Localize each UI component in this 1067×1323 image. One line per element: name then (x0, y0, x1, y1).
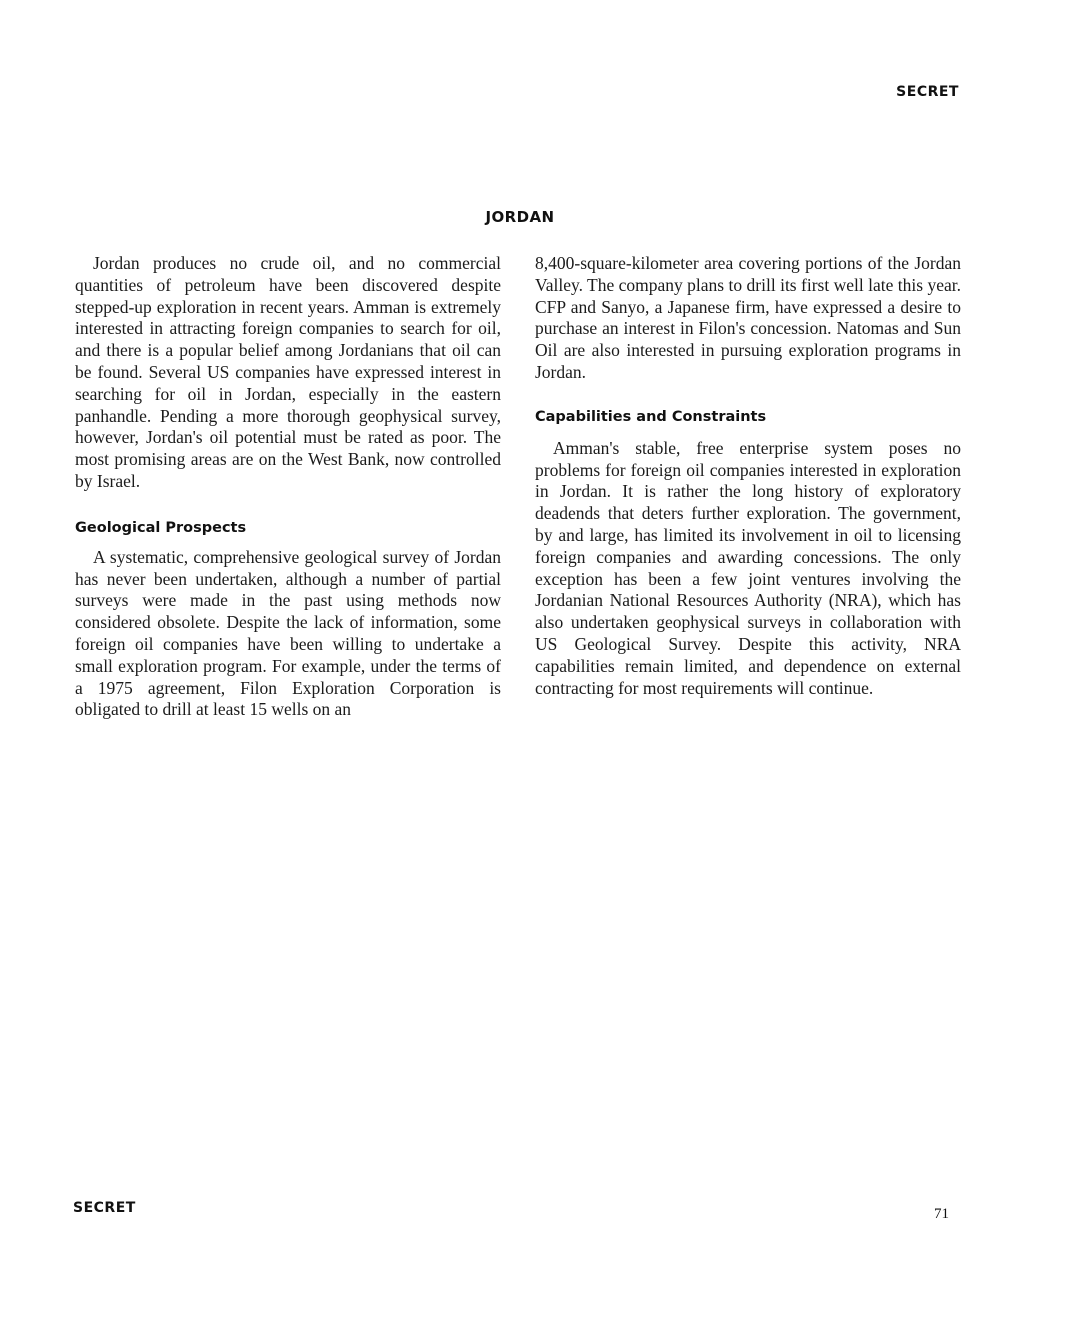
geological-prospects-paragraph: A systematic, comprehensive geological survey of Jordan has never been undertaken, although a number of partial surveys were made in the past using methods now considered obsolete. Despite the lack of information, some foreign oil companies have been willing to undertake a small exploration program. For example, under the terms of a 1975 agreement, Filon Exploration Corporation is obligated to drill at least 15 wells on an (75, 546, 501, 720)
document-title: JORDAN (485, 208, 555, 226)
header-classification-marking: SECRET (896, 84, 959, 100)
geological-prospects-heading: Geological Prospects (75, 519, 247, 536)
footer-classification-marking: SECRET (73, 1200, 136, 1216)
capabilities-constraints-heading: Capabilities and Constraints (535, 408, 767, 425)
right-column (535, 253, 961, 699)
page-number: 71 (934, 1206, 949, 1222)
capabilities-constraints-paragraph: Amman's stable, free enterprise system poses no problems for foreign oil companies interested in exploration in Jordan. It is rather the long history of exploratory deadends that deters further exploration. The government, by and large, has limited its involvement in oil to licensing foreign companies and awarding concessions. The only exception has been a few joint ventures involving the Jordanian National Resources Authority (NRA), which has also undertaken geophysical surveys in collaboration with US Geological Survey. Despite this activity, NRA capabilities remain limited, and dependence on external contracting for most requirements will continue. (535, 437, 961, 698)
left-column (75, 253, 501, 721)
intro-paragraph: Jordan produces no crude oil, and no commercial quantities of petroleum have been discovered despite stepped-up exploration in recent years. Amman is extremely interested in attracting foreign companies to search for oil, and there is a popular belief among Jordanians that oil can be found. Several US companies have expressed interest in searching for oil in Jordan, especially in the eastern panhandle. Pending a more thorough geophysical survey, however, Jordan's oil potential must be rated as poor. The most promising areas are on the West Bank, now controlled by Israel. (75, 253, 501, 491)
continued-paragraph: 8,400-square-kilometer area covering portions of the Jordan Valley. The company plans to drill its first well late this year. CFP and Sanyo, a Japanese firm, have expressed a desire to purchase an interest in Filon's concession. Natomas and Sun Oil are also interested in pursuing exploration programs in Jordan. (535, 253, 961, 382)
